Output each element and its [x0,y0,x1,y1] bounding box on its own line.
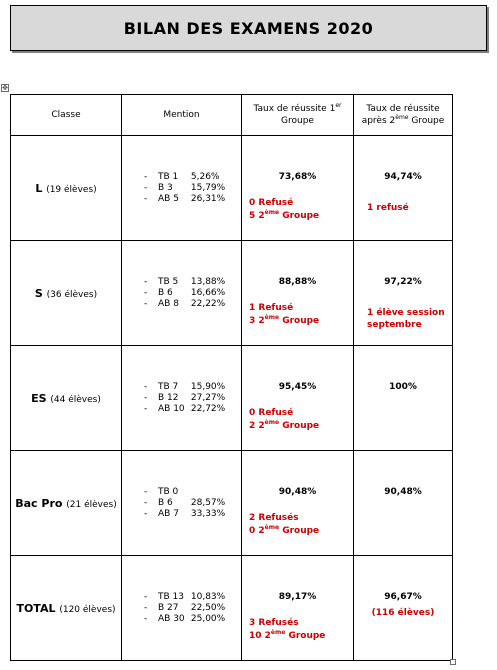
mention-item [144,194,241,205]
mention-cell [122,241,242,346]
header-row [11,95,453,136]
classe-count: (21 élèves) [66,499,117,510]
mention-list [122,592,241,625]
second-group-sup: ème [264,524,280,531]
mention-item [144,498,241,509]
rate2-cell [354,556,453,661]
classe-count: (44 élèves) [50,394,101,405]
refused-note: 1 Refusé [249,303,294,313]
rate1-cell [242,241,354,346]
classe-count: (120 élèves) [59,604,116,615]
refused-note: 0 Refusé [249,408,294,418]
rate2-value: 97,22% [384,277,422,287]
mention-list [122,487,241,520]
rate2-notes [367,202,409,214]
rate1-value: 73,68% [278,172,317,182]
rate1-notes [249,617,325,643]
mention-code: B 3 [158,182,173,193]
mention-code: TB 5 [158,276,179,287]
mention-code: AB 10 [158,403,185,414]
mention-code: AB 5 [158,193,179,204]
mention-code: TB 13 [158,591,184,602]
rate1-cell [242,451,354,556]
rate1-value: 89,17% [278,592,317,602]
table-row [11,556,453,661]
results-table [10,94,453,661]
table-move-handle-icon[interactable]: ✥ [2,84,8,92]
table-row [11,346,453,451]
header-rate1 [242,95,354,136]
mention-item [144,299,241,310]
second-group-note [249,210,319,223]
document-title: BILAN DES EXAMENS 2020 [123,18,374,38]
rate1-notes [249,197,319,223]
rate1-value: 90,48% [278,487,317,497]
second-group-note [249,525,319,538]
classe-cell [11,556,122,661]
second-group-count: 0 2 [249,526,265,536]
header-rate1-text: Taux de réussite 1 [253,104,336,114]
refused-note: 0 Refusé [249,198,294,208]
classe-name: TOTAL [16,601,56,615]
second-group-label: Groupe [279,526,320,536]
mention-code: TB 0 [158,486,179,497]
mention-pct: 15,79% [190,182,226,193]
mention-code: B 27 [158,602,179,613]
second-group-label: Groupe [285,631,326,641]
table-row [11,241,453,346]
classe-cell [11,241,122,346]
refused-note: 2 Refusés [249,513,299,523]
rate2-cell [354,136,453,241]
mention-pct: 15,90% [190,381,226,392]
header-rate1-sup: er [335,102,342,109]
mention-code: B 6 [158,497,173,508]
header-classe: Classe [11,95,122,136]
mention-pct: 22,72% [190,403,226,414]
second-group-count: 5 2 [249,211,265,221]
title-box [10,5,487,51]
second-group-label: Groupe [279,316,320,326]
mention-item [144,404,241,415]
rate2-value: 90,48% [384,487,422,497]
mention-code: TB 1 [158,171,179,182]
mention-cell [122,451,242,556]
table-row [11,136,453,241]
rate2-value: 94,74% [384,172,422,182]
rate2-notes [367,307,445,331]
second-group-note [249,315,319,328]
classe-cell [11,346,122,451]
second-group-label: Groupe [279,211,320,221]
second-group-count: 3 2 [249,316,265,326]
header-rate1-text2: Groupe [281,116,314,126]
rate2-note-line1: 1 refusé [367,203,409,213]
second-group-label: Groupe [279,421,320,431]
mention-pct: 28,57% [190,497,226,508]
second-group-count: 2 2 [249,421,265,431]
rate1-value: 88,88% [278,277,317,287]
rate2-cell [354,241,453,346]
mention-item [144,509,241,520]
rate2-value: 96,67% [384,592,422,602]
classe-count: (36 élèves) [46,289,98,300]
mention-item [144,382,241,393]
rate1-cell [242,136,354,241]
second-group-sup: ème [264,419,280,426]
rate2-value: 100% [389,382,417,392]
mention-code: B 12 [158,392,179,403]
mention-pct: 22,22% [190,298,226,309]
mention-list [122,277,241,310]
classe-cell [11,136,122,241]
classe-count: (19 élèves) [46,184,97,195]
mention-item [144,288,241,299]
classe-name: L [35,181,43,195]
second-group-sup: ème [270,629,286,636]
mention-pct: 13,88% [190,276,226,287]
mention-pct: 16,66% [190,287,226,298]
table-resize-handle[interactable] [450,659,456,665]
mention-item [144,172,241,183]
second-group-note [249,420,319,433]
mention-code: AB 7 [158,508,179,519]
rate1-notes [249,407,319,433]
mention-pct: 33,33% [190,508,226,519]
mention-pct: 22,50% [190,602,226,613]
mention-code: AB 30 [158,613,185,624]
mention-item [144,603,241,614]
rate1-cell [242,346,354,451]
mention-code: B 6 [158,287,173,298]
second-group-note [249,630,325,643]
mention-pct: 5,26% [190,171,220,182]
header-rate2-text: Taux de réussite après 2 [361,104,440,126]
rate1-cell [242,556,354,661]
mention-cell [122,136,242,241]
mention-item [144,277,241,288]
mention-item [144,183,241,194]
header-rate2-sup: ème [395,114,409,121]
refused-note: 3 Refusés [249,618,299,628]
mention-cell [122,346,242,451]
mention-cell [122,556,242,661]
rate1-value: 95,45% [278,382,317,392]
mention-code: AB 8 [158,298,179,309]
header-rate2-text2: Groupe [411,116,445,126]
rate1-notes [249,302,319,328]
classe-name: S [34,286,43,300]
rate2-subnote: (116 élèves) [371,608,435,618]
mention-pct: 25,00% [190,613,226,624]
classe-cell [11,451,122,556]
mention-list [122,172,241,205]
mention-item [144,614,241,625]
classe-name: Bac Pro [15,496,63,510]
mention-pct: 27,27% [190,392,226,403]
rate2-note-line1: 1 élève session [367,308,445,318]
mention-item [144,487,241,498]
mention-code: TB 7 [158,381,179,392]
table-row [11,451,453,556]
rate2-cell [354,451,453,556]
rate1-notes [249,512,319,538]
rate2-cell [354,346,453,451]
rate2-note-line2: septembre [367,320,422,330]
mention-item [144,592,241,603]
mention-list [122,382,241,415]
second-group-sup: ème [264,314,280,321]
header-mention: Mention [122,95,242,136]
second-group-sup: ème [264,209,280,216]
second-group-count: 10 2 [249,631,271,641]
header-rate2 [354,95,453,136]
mention-item [144,393,241,404]
mention-pct: 10,83% [190,591,226,602]
mention-pct: 26,31% [190,193,226,204]
classe-name: ES [31,391,47,405]
